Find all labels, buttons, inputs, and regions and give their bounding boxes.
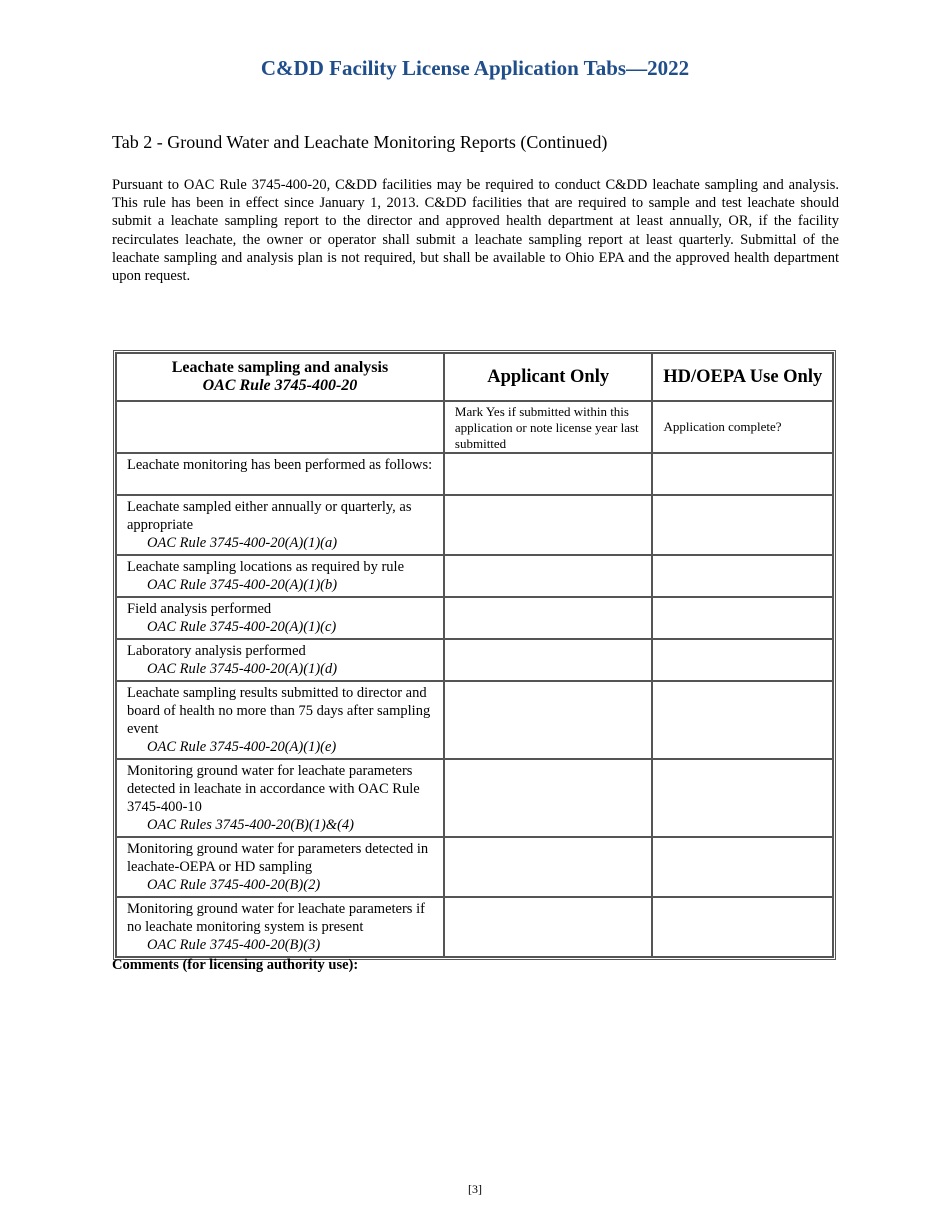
requirement-rule: OAC Rule 3745-400-20(A)(1)(d) [147,661,338,677]
applicant-entry-cell[interactable] [444,837,653,897]
document-title: C&DD Facility License Application Tabs—2022 [260,56,690,80]
page-number: [3] [468,1182,482,1196]
hd-oepa-entry-cell[interactable] [652,495,833,555]
applicant-entry-cell[interactable] [444,681,653,759]
subheader-application-complete: Application complete? [652,401,833,453]
requirement-text: Field analysis performed [127,601,272,617]
requirement-text: Leachate sampling locations as required by rule [127,559,405,575]
requirement-text: Monitoring ground water for leachate parameters if no leachate monitoring system is present [127,901,425,935]
header-requirement-title: Leachate sampling and analysis [171,359,389,376]
requirement-rule: OAC Rule 3745-400-20(A)(1)(e) [147,739,337,755]
hd-oepa-entry-cell[interactable] [652,897,833,957]
table-header-row [116,353,833,401]
applicant-entry-cell[interactable] [444,555,653,597]
requirement-text: Leachate monitoring has been performed as follows: [127,457,433,473]
requirement-text: Leachate sampled either annually or quarterly, as appropriate [127,499,412,533]
requirement-cell [116,555,444,597]
header-requirement-rule: OAC Rule 3745-400-20 [202,377,358,394]
requirement-text: Monitoring ground water for parameters detected in leachate-OEPA or HD sampling [127,841,429,875]
table-row [116,681,833,759]
requirement-cell [116,453,444,495]
requirement-cell [116,597,444,639]
table-row [116,639,833,681]
requirement-cell [116,837,444,897]
hd-oepa-entry-cell[interactable] [652,555,833,597]
requirement-text: Laboratory analysis performed [127,643,306,659]
requirement-cell [116,639,444,681]
requirement-text: Leachate sampling results submitted to director and board of health no more than 75 days after sampling event [127,685,431,737]
table-row [116,453,833,495]
table-row [116,759,833,837]
requirement-rule: OAC Rule 3745-400-20(A)(1)(a) [147,535,338,551]
requirement-cell [116,897,444,957]
table-row [116,897,833,957]
applicant-entry-cell[interactable] [444,453,653,495]
header-hd-oepa-title: HD/OEPA Use Only [663,366,823,387]
header-applicant [444,353,653,401]
comments-label: Comments (for licensing authority use): [112,957,359,973]
applicant-entry-cell[interactable] [444,897,653,957]
hd-oepa-entry-cell[interactable] [652,681,833,759]
requirement-cell [116,681,444,759]
requirement-rule: OAC Rule 3745-400-20(B)(2) [147,877,321,893]
subheader-requirement [116,401,444,453]
requirement-rule: OAC Rule 3745-400-20(A)(1)(c) [147,619,337,635]
requirement-cell [116,495,444,555]
hd-oepa-entry-cell[interactable] [652,639,833,681]
intro-paragraph: Pursuant to OAC Rule 3745-400-20, C&DD facilities may be required to conduct C&DD leachate sampling and analysis. This rule has been in effect since January 1, 2013. C&DD facilities that are required to sample and test leachate should submit a leachate sampling report to the director and approved health department at least annually, OR, if the facility recirculates leachate, the owner or operator shall submit a leachate sampling report at least quarterly. Submittal of the leachate sampling and analysis plan is not required, but shall be available to Ohio EPA and the approved health department upon request. [112,177,839,285]
requirement-rule: OAC Rule 3745-400-20(B)(3) [147,937,321,953]
subheader-applicant-instructions: Mark Yes if submitted within this application or note license year last submitted [444,401,653,453]
hd-oepa-entry-cell[interactable] [652,759,833,837]
table-row [116,597,833,639]
requirement-cell [116,759,444,837]
hd-oepa-entry-cell[interactable] [652,453,833,495]
section-heading: Tab 2 - Ground Water and Leachate Monitoring Reports (Continued) [112,132,608,152]
table-subheader-row [116,401,833,453]
table-row [116,495,833,555]
applicant-entry-cell[interactable] [444,759,653,837]
requirement-rule: OAC Rules 3745-400-20(B)(1)&(4) [147,817,354,833]
table-row [116,555,833,597]
leachate-requirements-table [113,350,836,960]
requirement-text: Monitoring ground water for leachate parameters detected in leachate in accordance with OAC Rule 3745-400-10 [127,763,420,815]
hd-oepa-entry-cell[interactable] [652,837,833,897]
table-row [116,837,833,897]
hd-oepa-entry-cell[interactable] [652,597,833,639]
header-hd-oepa [652,353,833,401]
applicant-entry-cell[interactable] [444,639,653,681]
applicant-entry-cell[interactable] [444,597,653,639]
requirement-rule: OAC Rule 3745-400-20(A)(1)(b) [147,577,338,593]
applicant-entry-cell[interactable] [444,495,653,555]
header-applicant-title: Applicant Only [487,366,610,387]
header-requirement [116,353,444,401]
